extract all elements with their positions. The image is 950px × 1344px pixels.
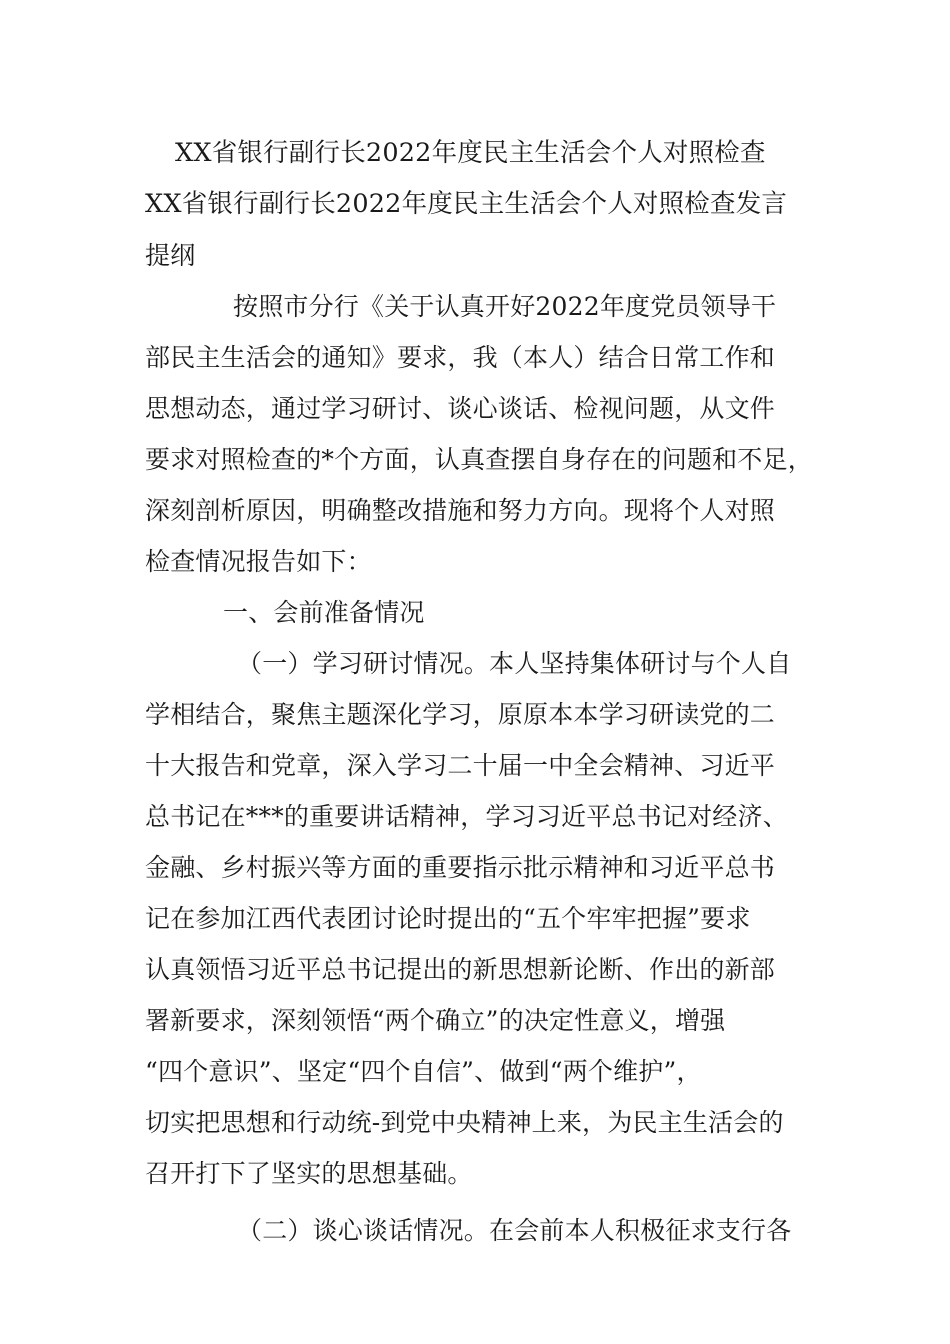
document-body (145, 128, 825, 1256)
document-title: XX省银行副行长2022年度民主生活会个人对照检查 (175, 138, 766, 168)
intro-paragraph-line-5: 深刻剖析原因，明确整改措施和努力方向。现将个人对照 (145, 496, 776, 525)
study-paragraph-line-7: 认真领悟习近平总书记提出的新思想新论断、作出的新部 (145, 955, 776, 984)
study-paragraph-line-3: 十大报告和党章，深入学习二十届一中全会精神、习近平 (145, 751, 776, 780)
study-paragraph-line-10: 切实把思想和行动统-到党中央精神上来，为民主生活会的 (145, 1108, 784, 1137)
intro-paragraph-line-1: 按照市分行《关于认真开好2022年度党员领导干 (233, 292, 777, 321)
intro-paragraph-line-2: 部民主生活会的通知》要求，我（本人）结合日常工作和 (145, 343, 776, 372)
document-subtitle-line-2: 提纲 (145, 241, 196, 270)
intro-paragraph-line-4: 要求对照检查的*个方面，认真查摆自身存在的问题和不足， (145, 445, 813, 474)
study-paragraph-line-6: 记在参加江西代表团讨论时提出的“五个牢牢把握”要求 (145, 904, 751, 933)
section-heading: 一、会前准备情况 (223, 598, 425, 627)
study-paragraph-line-1: （一）学习研讨情况。本人坚持集体研讨与个人自 (237, 649, 792, 678)
study-paragraph-line-9: “四个意识”、坚定“四个自信”、做到“两个维护”， (145, 1057, 702, 1086)
intro-paragraph-line-6: 检查情况报告如下： (145, 547, 372, 576)
study-paragraph-line-5: 金融、乡村振兴等方面的重要指示批示精神和习近平总书 (145, 853, 776, 882)
talk-paragraph-line-1: （二）谈心谈话情况。在会前本人积极征求支行各 (237, 1216, 792, 1245)
study-paragraph-line-4: 总书记在***的重要讲话精神，学习习近平总书记对经济、 (145, 802, 788, 831)
study-paragraph-line-8: 署新要求，深刻领悟“两个确立”的决定性意义，增强 (145, 1006, 726, 1035)
study-paragraph-line-2: 学相结合，聚焦主题深化学习，原原本本学习研读党的二 (145, 700, 776, 729)
intro-paragraph-line-3: 思想动态，通过学习研讨、谈心谈话、检视问题，从文件 (145, 394, 776, 423)
document-subtitle-line-1: XX省银行副行长2022年度民主生活会个人对照检查发言 (145, 189, 788, 219)
study-paragraph-line-11: 召开打下了坚实的思想基础。 (145, 1159, 473, 1188)
